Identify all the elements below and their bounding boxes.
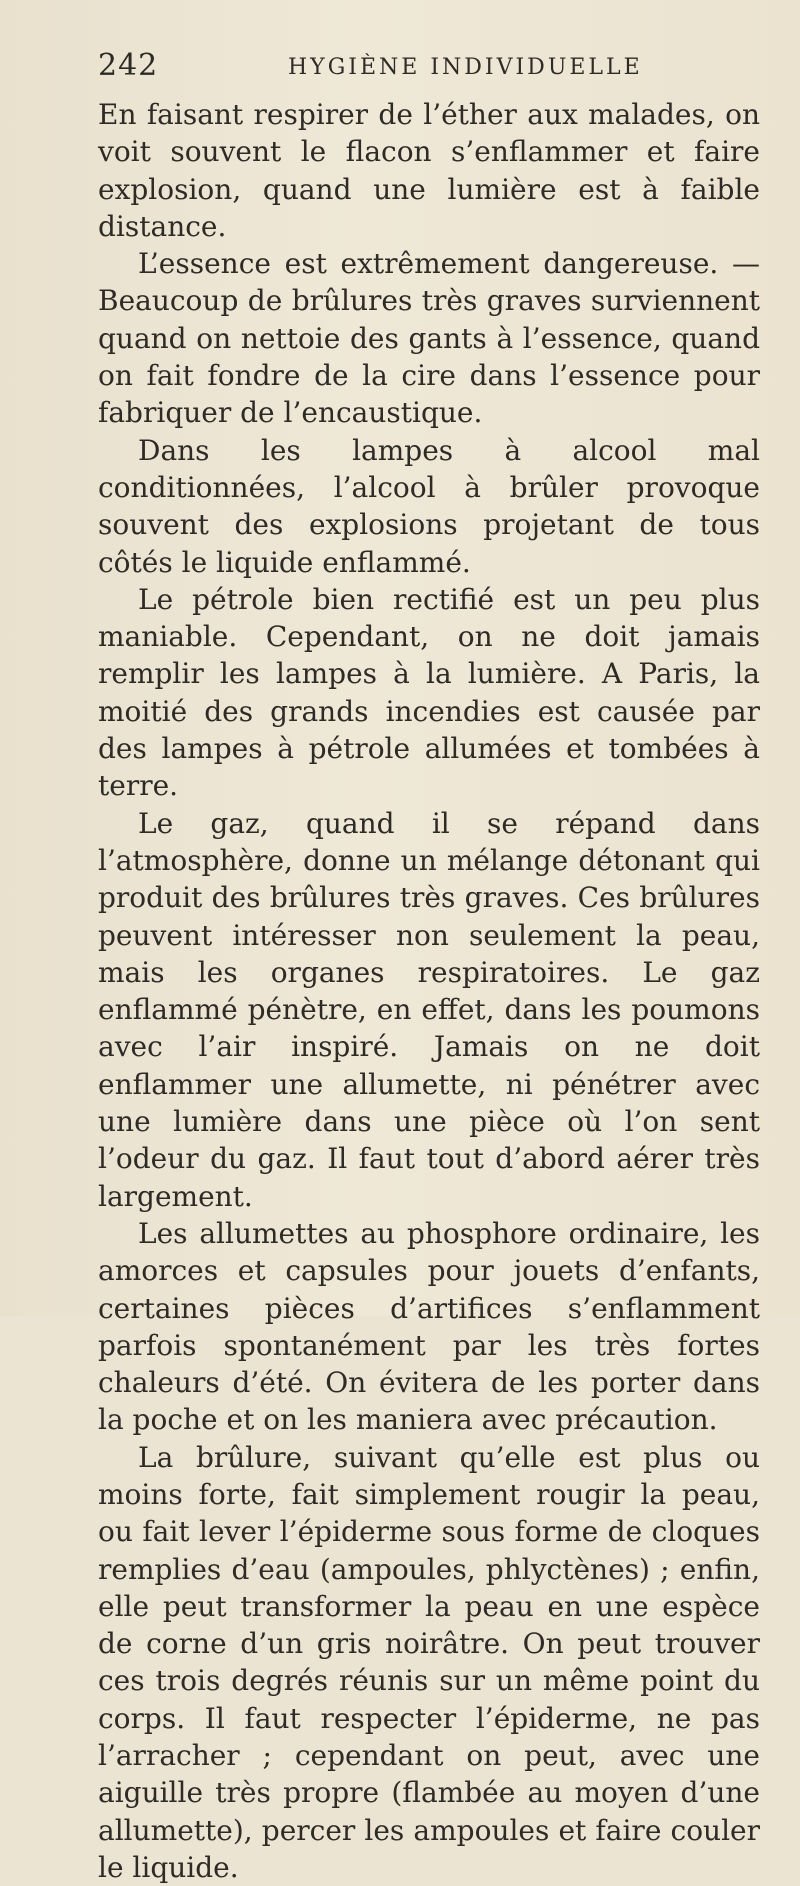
paragraph-petrole: Le pétrole bien rectifié est un peu plus maniable. Cependant, on ne doit jamais remplir les lampes à la lumière. A Paris, la moitié des grands incendies est causée par des lampes à pétrole allumées et tombées à terre. — [98, 582, 760, 803]
page-header — [98, 46, 760, 86]
paragraph-alcool: Dans les lampes à alcool mal conditionnées, l’alcool à brûler provoque souvent des explosions projetant de tous côtés le liquide enflammé. — [98, 433, 760, 579]
page-number: 242 — [98, 48, 159, 83]
paragraph-allumettes: Les allumettes au phosphore ordinaire, les amorces et capsules pour jouets d’enfants, certaines pièces d’artifices s’enflamment parfois spontanément par les très fortes chaleurs d’été. On évitera de les porter dans la poche et on les maniera avec précaution. — [98, 1216, 760, 1437]
running-head: HYGIÈNE INDIVIDUELLE — [288, 55, 643, 80]
body-text — [98, 96, 760, 1886]
paragraph-ether: En faisant respirer de l’éther aux malades, on voit souvent le flacon s’enflammer et faire explosion, quand une lumière est à faible distance. — [98, 98, 760, 243]
paragraph-gaz: Le gaz, quand il se répand dans l’atmosphère, donne un mélange détonant qui produit des brûlures très graves. Ces brûlures peuvent intéresser non seulement la peau, mais les organes respiratoires. Le gaz enflammé pénètre, en effet, dans les poumons avec l’air inspiré. Jamais on ne doit enflammer une allumette, ni pénétrer avec une lumière dans une pièce où l’on sent l’odeur du gaz. Il faut tout d’abord aérer très largement. — [98, 806, 760, 1213]
paragraph-brulure: La brûlure, suivant qu’elle est plus ou moins forte, fait simplement rougir la peau, ou fait lever l’épiderme sous forme de cloques remplies d’eau (ampoules, phlyctènes) ; enfin, elle peut transformer la peau en une espèce de corne d’un gris noirâtre. On peut trouver ces trois degrés réunis sur un même point du corps. Il faut respecter l’épiderme, ne pas l’arracher ; cependant on peut, avec une aiguille très propre (flambée au moyen d’une allumette), percer les ampoules et faire couler le liquide. — [98, 1440, 760, 1884]
paragraph-essence: L’essence est extrêmement dangereuse. — Beaucoup de brûlures très graves surviennent quand on nettoie des gants à l’essence, quand on fait fondre de la cire dans l’essence pour fabriquer de l’encaustique. — [98, 247, 760, 430]
